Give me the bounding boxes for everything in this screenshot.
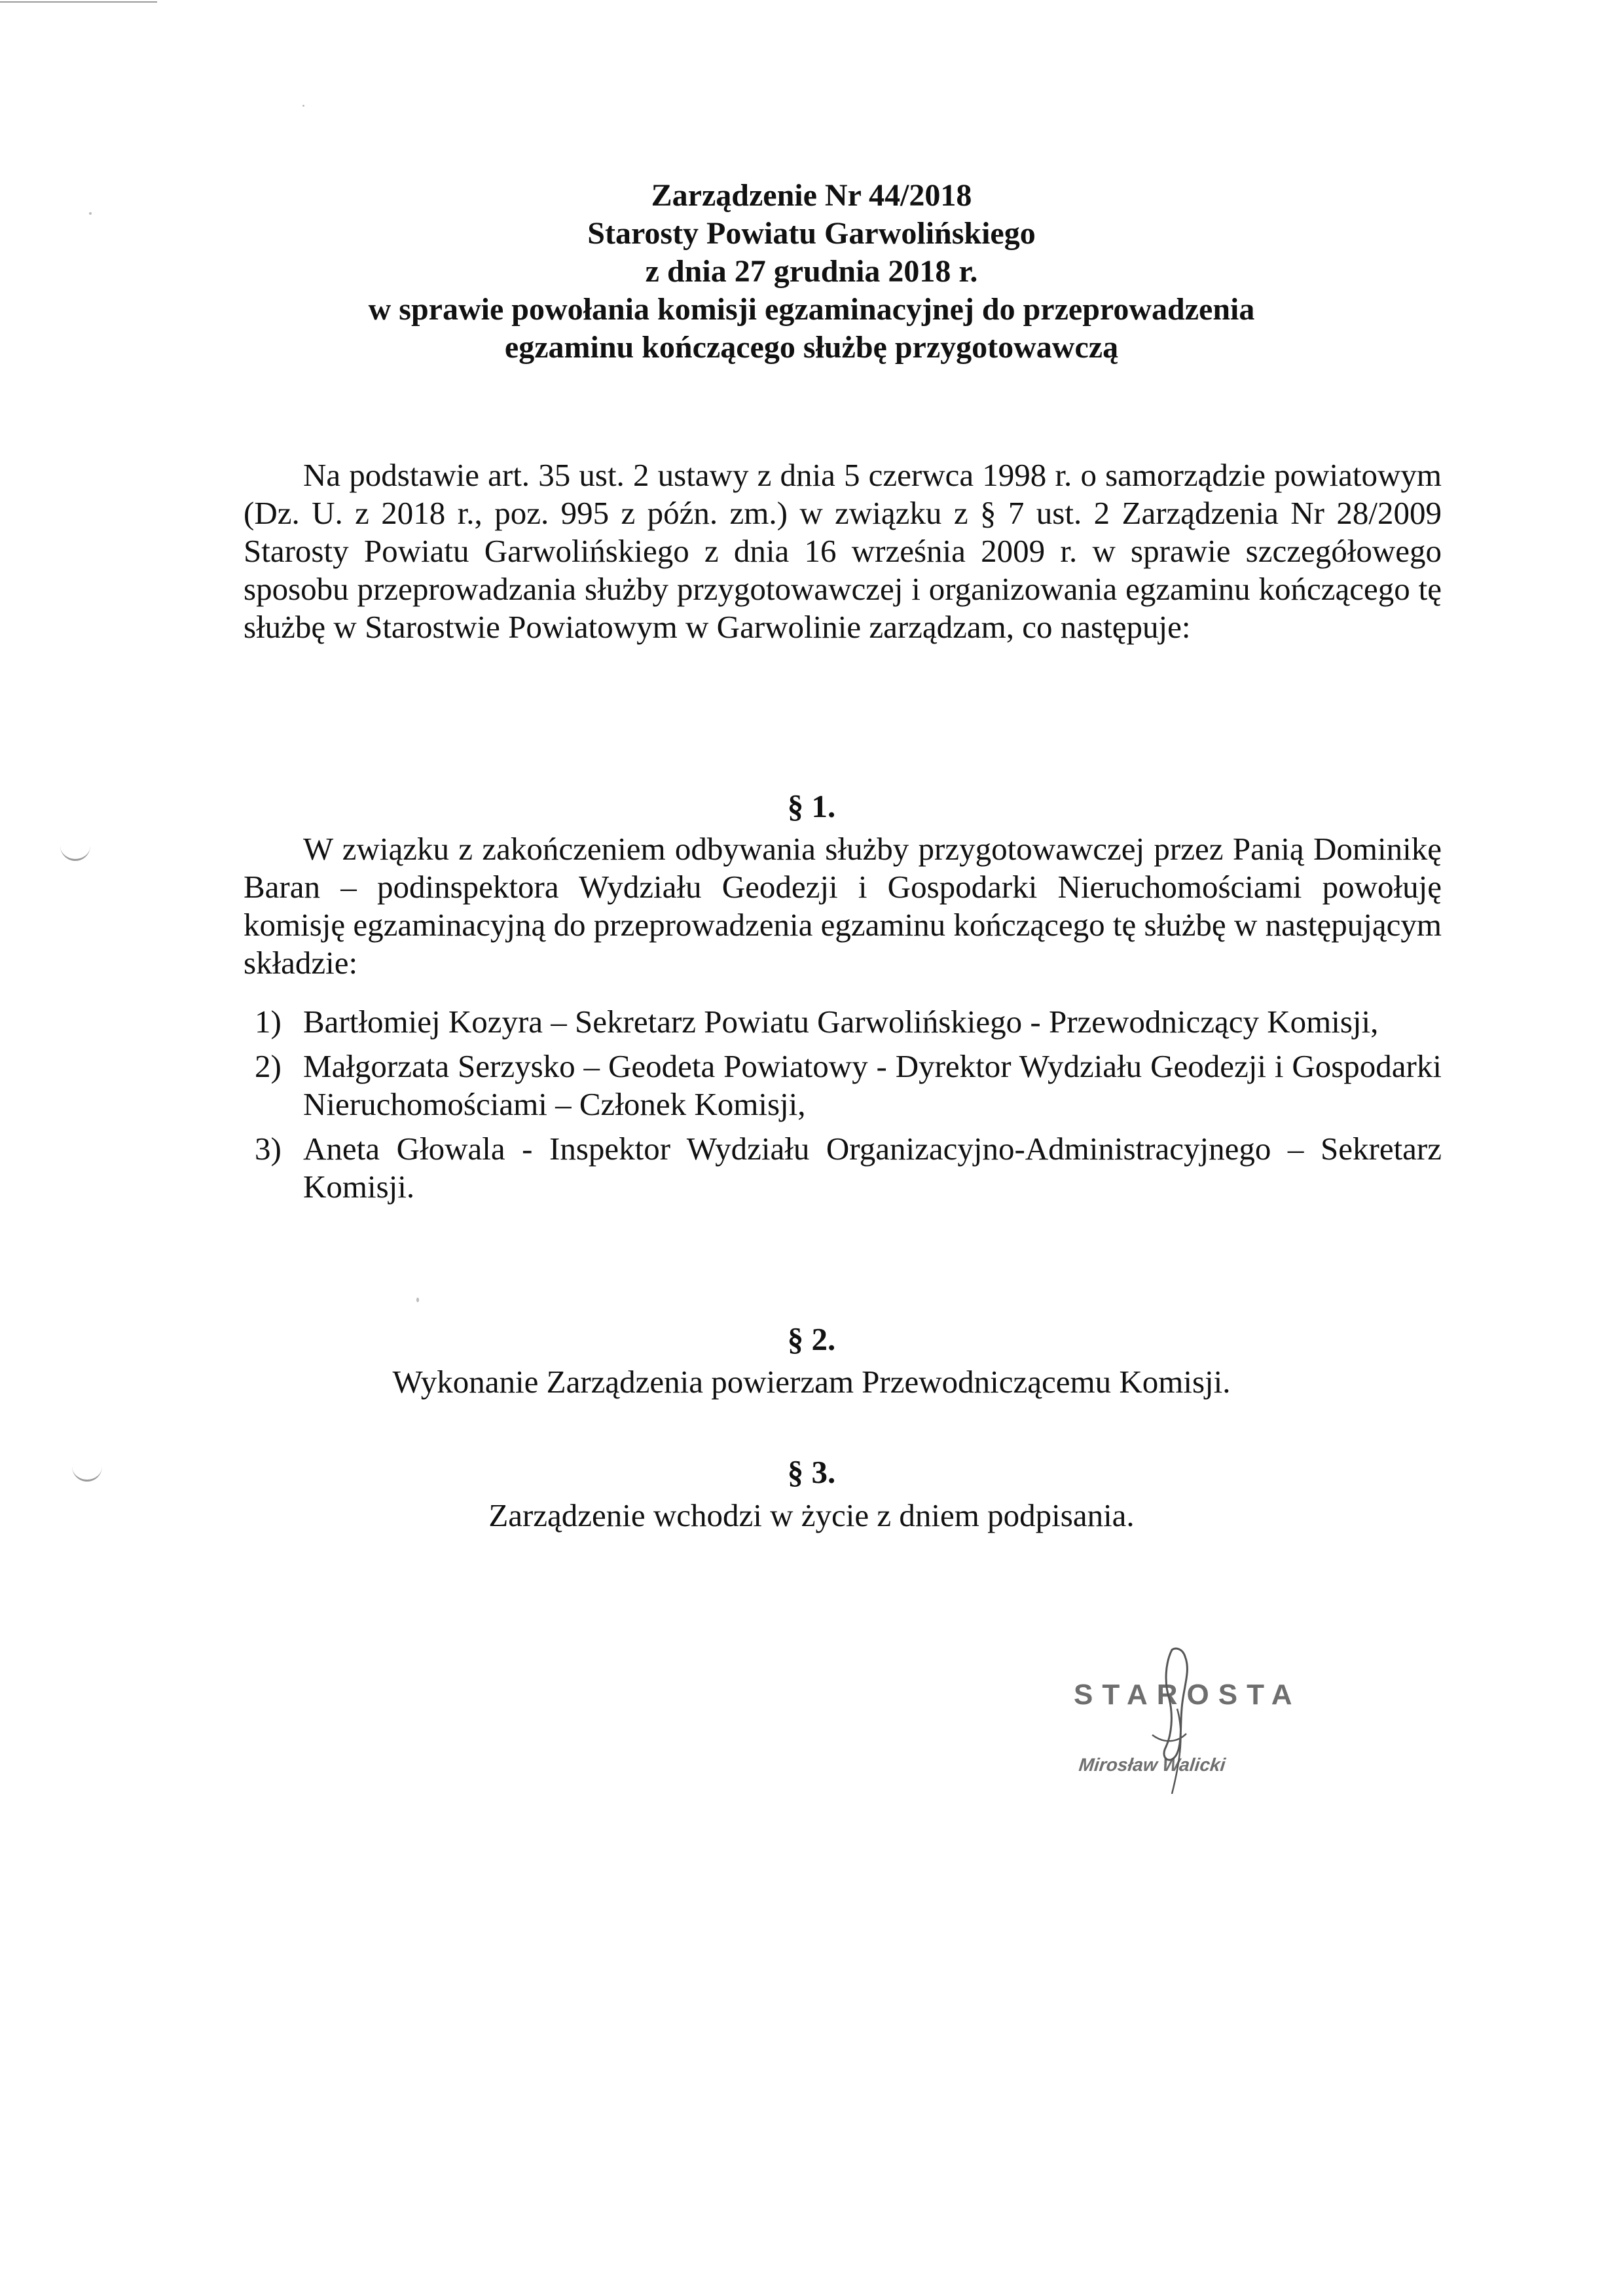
list-item-number: 3)	[255, 1131, 282, 1167]
document-title	[0, 177, 1623, 367]
scan-edge-line	[0, 1, 157, 3]
list-item-number: 2)	[255, 1048, 282, 1084]
scan-speck	[302, 105, 304, 107]
list-item	[244, 1130, 1442, 1206]
list-item-number: 1)	[255, 1004, 282, 1040]
legal-basis-paragraph: Na podstawie art. 35 ust. 2 ustawy z dnia 5 czerwca 1998 r. o samorządzie powiatowym (Dz. U. z 2018 r., poz. 995 z późn. zm.) w związku z § 7 ust. 2 Zarządzenia Nr 28/2009 Starosty Powiatu Garwolińskiego z dnia 16 września 2009 r. w sprawie szczegółowego sposobu przeprowadzania służby przygotowawczej i organizowania egzaminu kończącego tę służbę w Starostwie Powiatowym w Garwolinie zarządzam, co następuje:	[244, 457, 1442, 645]
committee-members-list	[244, 1003, 1442, 1212]
section-2-heading: § 2.	[787, 1321, 836, 1357]
title-line: Starosty Powiatu Garwolińskiego	[587, 216, 1036, 251]
punch-hole-mark	[60, 846, 90, 861]
list-item-text: Bartłomiej Kozyra – Sekretarz Powiatu Garwolińskiego - Przewodniczący Komisji,	[303, 1004, 1379, 1040]
list-item	[244, 1048, 1442, 1123]
section-1-heading: § 1.	[787, 788, 836, 824]
title-line: Zarządzenie Nr 44/2018	[651, 178, 972, 213]
stamp-name: Mirosław Walicki	[1078, 1755, 1227, 1775]
title-line: egzaminu kończącego służbę przygotowawczą	[504, 330, 1119, 365]
section-2-text: Wykonanie Zarządzenia powierzam Przewodniczącemu Komisji.	[392, 1364, 1231, 1400]
list-item	[244, 1003, 1442, 1041]
scan-speck	[416, 1298, 419, 1302]
title-line: z dnia 27 grudnia 2018 r.	[645, 254, 978, 289]
section-1-text: W związku z zakończeniem odbywania służby przygotowawczej przez Panią Dominikę Baran – podinspektora Wydziału Geodezji i Gospodarki Nieruchomościami powołuję komisję egzaminacyjną do przeprowadzenia egzaminu kończącego tę służbę w następującym składzie:	[244, 831, 1442, 981]
section-3-text: Zarządzenie wchodzi w życie z dniem podpisania.	[488, 1497, 1135, 1533]
handwritten-signature	[1074, 1637, 1290, 1807]
list-item-text: Aneta Głowala - Inspektor Wydziału Organizacyjno-Administracyjnego – Sekretarz Komisji.	[303, 1131, 1442, 1205]
list-item-text: Małgorzata Serzysko – Geodeta Powiatowy - Dyrektor Wydziału Geodezji i Gospodarki Nieruchomościami – Członek Komisji,	[303, 1048, 1442, 1122]
official-stamp	[1074, 1637, 1302, 1807]
section-3-heading: § 3.	[787, 1454, 836, 1490]
stamp-title: STAROSTA	[1074, 1679, 1302, 1711]
title-line: w sprawie powołania komisji egzaminacyjnej do przeprowadzenia	[368, 292, 1255, 327]
